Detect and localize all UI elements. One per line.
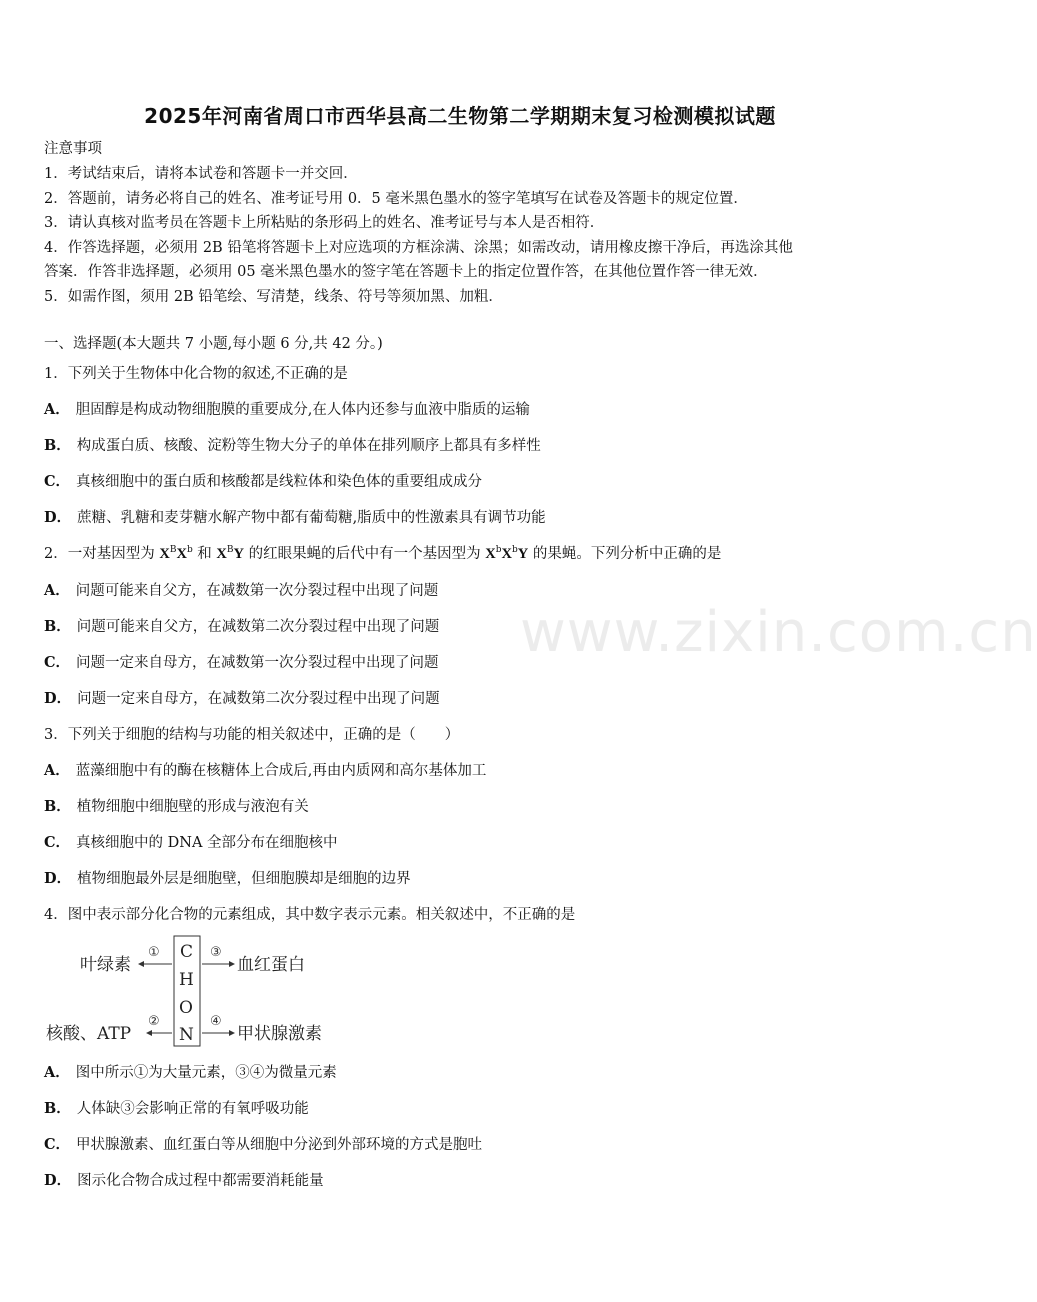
option-text: 构成蛋白质、核酸、淀粉等生物大分子的单体在排列顺序上都具有多样性 [76, 438, 541, 454]
option-text: 问题一定来自母方，在减数第一次分裂过程中出现了问题 [76, 655, 439, 671]
option-row [44, 1169, 324, 1190]
arrow-head [146, 1030, 152, 1036]
number-label: ③ [210, 945, 222, 960]
option-row [44, 795, 309, 816]
notice-item: 4．作答选择题，必须用 2B 铅笔将答题卡上对应选项的方框涂满、涂黑；如需改动，请用橡皮擦干净后，再选涂其他 [44, 240, 793, 256]
option-row [44, 434, 541, 455]
option-text: 真核细胞中的蛋白质和核酸都是线粒体和染色体的重要组成成分 [76, 474, 483, 490]
notice-item: 答案．作答非选择题，必须用 05 毫米黑色墨水的签字笔在答题卡上的指定位置作答，在其他位置作答一律无效． [44, 264, 768, 280]
element-letter: O [179, 998, 193, 1018]
option-text: 植物细胞最外层是细胞壁，但细胞膜却是细胞的边界 [77, 871, 411, 887]
option-row [44, 867, 411, 888]
allele-sup: b [511, 545, 518, 556]
compound-label: 血红蛋白 [237, 955, 305, 975]
option-row [44, 506, 546, 527]
notice-item: 3．请认真核对监考员在答题卡上所粘贴的条形码上的姓名、准考证号与本人是否相符． [44, 215, 605, 231]
page-title: 2025年河南省周口市西华县高二生物第二学期期末复习检测模拟试题 [144, 104, 776, 128]
option-letter: B． [44, 798, 71, 815]
option-letter: B． [44, 1100, 71, 1117]
option-letter: A． [44, 1064, 70, 1081]
arrow-head [229, 1030, 235, 1036]
option-text: 植物细胞中细胞壁的形成与液泡有关 [76, 799, 309, 815]
number-label: ④ [210, 1014, 222, 1029]
number-label: ② [148, 1014, 160, 1029]
element-letter: H [179, 970, 194, 990]
option-letter: D． [44, 1172, 72, 1189]
notice-heading: 注意事项 [44, 141, 102, 157]
option-letter: C． [44, 834, 71, 851]
option-text: 问题可能来自父方，在减数第一次分裂过程中出现了问题 [75, 583, 439, 599]
section-heading: 一、选择题(本大题共 7 小题,每小题 6 分,共 42 分。) [44, 336, 383, 352]
genotype-text: Y [517, 546, 529, 562]
option-text: 图中所示①为大量元素，③④为微量元素 [75, 1065, 337, 1081]
option-letter: B． [44, 618, 71, 635]
option-text: 图示化合物合成过程中都需要消耗能量 [77, 1173, 324, 1189]
option-row [44, 831, 338, 852]
option-text: 人体缺③会影响正常的有氧呼吸功能 [76, 1101, 309, 1117]
option-letter: A． [44, 582, 70, 599]
option-row [44, 470, 482, 491]
option-letter: D． [44, 870, 72, 887]
option-text: 问题一定来自母方，在减数第二次分裂过程中出现了问题 [77, 691, 440, 707]
option-row [44, 759, 486, 780]
compound-label: 核酸、ATP [46, 1024, 132, 1044]
option-row [44, 579, 438, 600]
option-text: 甲状腺激素、血红蛋白等从细胞中分泌到外部环境的方式是胞吐 [76, 1137, 483, 1153]
option-row [44, 615, 439, 636]
question-3-stem: 3．下列关于细胞的结构与功能的相关叙述中，正确的是（ ） [44, 727, 460, 743]
option-row [44, 398, 530, 419]
genotype-text: X [176, 546, 187, 562]
option-letter: C． [44, 473, 71, 490]
allele-sup: B [226, 545, 234, 556]
notice-item: 5．如需作图，须用 2B 铅笔绘、写清楚，线条、符号等须加黑、加粗． [44, 289, 503, 305]
element-letter: C [180, 942, 194, 962]
option-text: 蓝藻细胞中有的酶在核糖体上合成后,再由内质网和高尔基体加工 [75, 763, 487, 779]
arrow-head [138, 961, 144, 967]
number-label: ① [148, 945, 160, 960]
element-letter: N [179, 1025, 194, 1045]
option-letter: C． [44, 1136, 71, 1153]
genotype-text: X [159, 546, 170, 562]
option-letter: D． [44, 690, 72, 707]
stem-text: 的果蝇。下列分析中正确的是 [528, 546, 722, 562]
option-text: 蔗糖、乳糖和麦芽糖水解产物中都有葡萄糖,脂质中的性激素具有调节功能 [77, 510, 546, 526]
option-text: 胆固醇是构成动物细胞膜的重要成分,在人体内还参与血液中脂质的运输 [75, 402, 530, 418]
option-row [44, 1097, 309, 1118]
option-row [44, 1133, 482, 1154]
option-row [44, 1061, 337, 1082]
option-text: 问题可能来自父方，在减数第二次分裂过程中出现了问题 [76, 619, 440, 635]
arrow-head [229, 961, 235, 967]
genotype-text: X [216, 546, 227, 562]
question-1-stem: 1．下列关于生物体中化合物的叙述,不正确的是 [44, 366, 348, 382]
stem-text: 的红眼果蝇的后代中有一个基因型为 [244, 546, 486, 562]
allele-sup: B [169, 545, 177, 556]
option-row [44, 651, 439, 672]
option-letter: D． [44, 509, 72, 526]
notice-item: 2．答题前，请务必将自己的姓名、准考证号用 0．5 毫米黑色墨水的签字笔填写在试卷及答题卡的规定位置． [44, 191, 748, 207]
allele-sup: b [495, 545, 502, 556]
option-letter: A． [44, 401, 70, 418]
element-composition-diagram [44, 932, 364, 1050]
allele-sup: b [186, 545, 193, 556]
question-2-stem [44, 542, 721, 563]
genotype-text: Y [233, 546, 245, 562]
genotype-text: X [485, 546, 496, 562]
compound-label: 叶绿素 [80, 955, 131, 975]
watermark: www.zixin.com.cn [520, 600, 1037, 665]
diagram-svg [44, 932, 364, 1050]
option-letter: C． [44, 654, 71, 671]
genotype-text: X [501, 546, 512, 562]
stem-text: 2．一对基因型为 [44, 546, 160, 562]
option-row [44, 687, 440, 708]
question-4-stem: 4．图中表示部分化合物的元素组成，其中数字表示元素。相关叙述中，不正确的是 [44, 907, 576, 923]
notice-item: 1．考试结束后，请将本试卷和答题卡一并交回． [44, 166, 358, 182]
option-letter: B． [44, 437, 71, 454]
stem-text: 和 [192, 546, 217, 562]
compound-label: 甲状腺激素 [237, 1024, 322, 1044]
option-letter: A． [44, 762, 70, 779]
option-text: 真核细胞中的 DNA 全部分布在细胞核中 [76, 835, 338, 851]
